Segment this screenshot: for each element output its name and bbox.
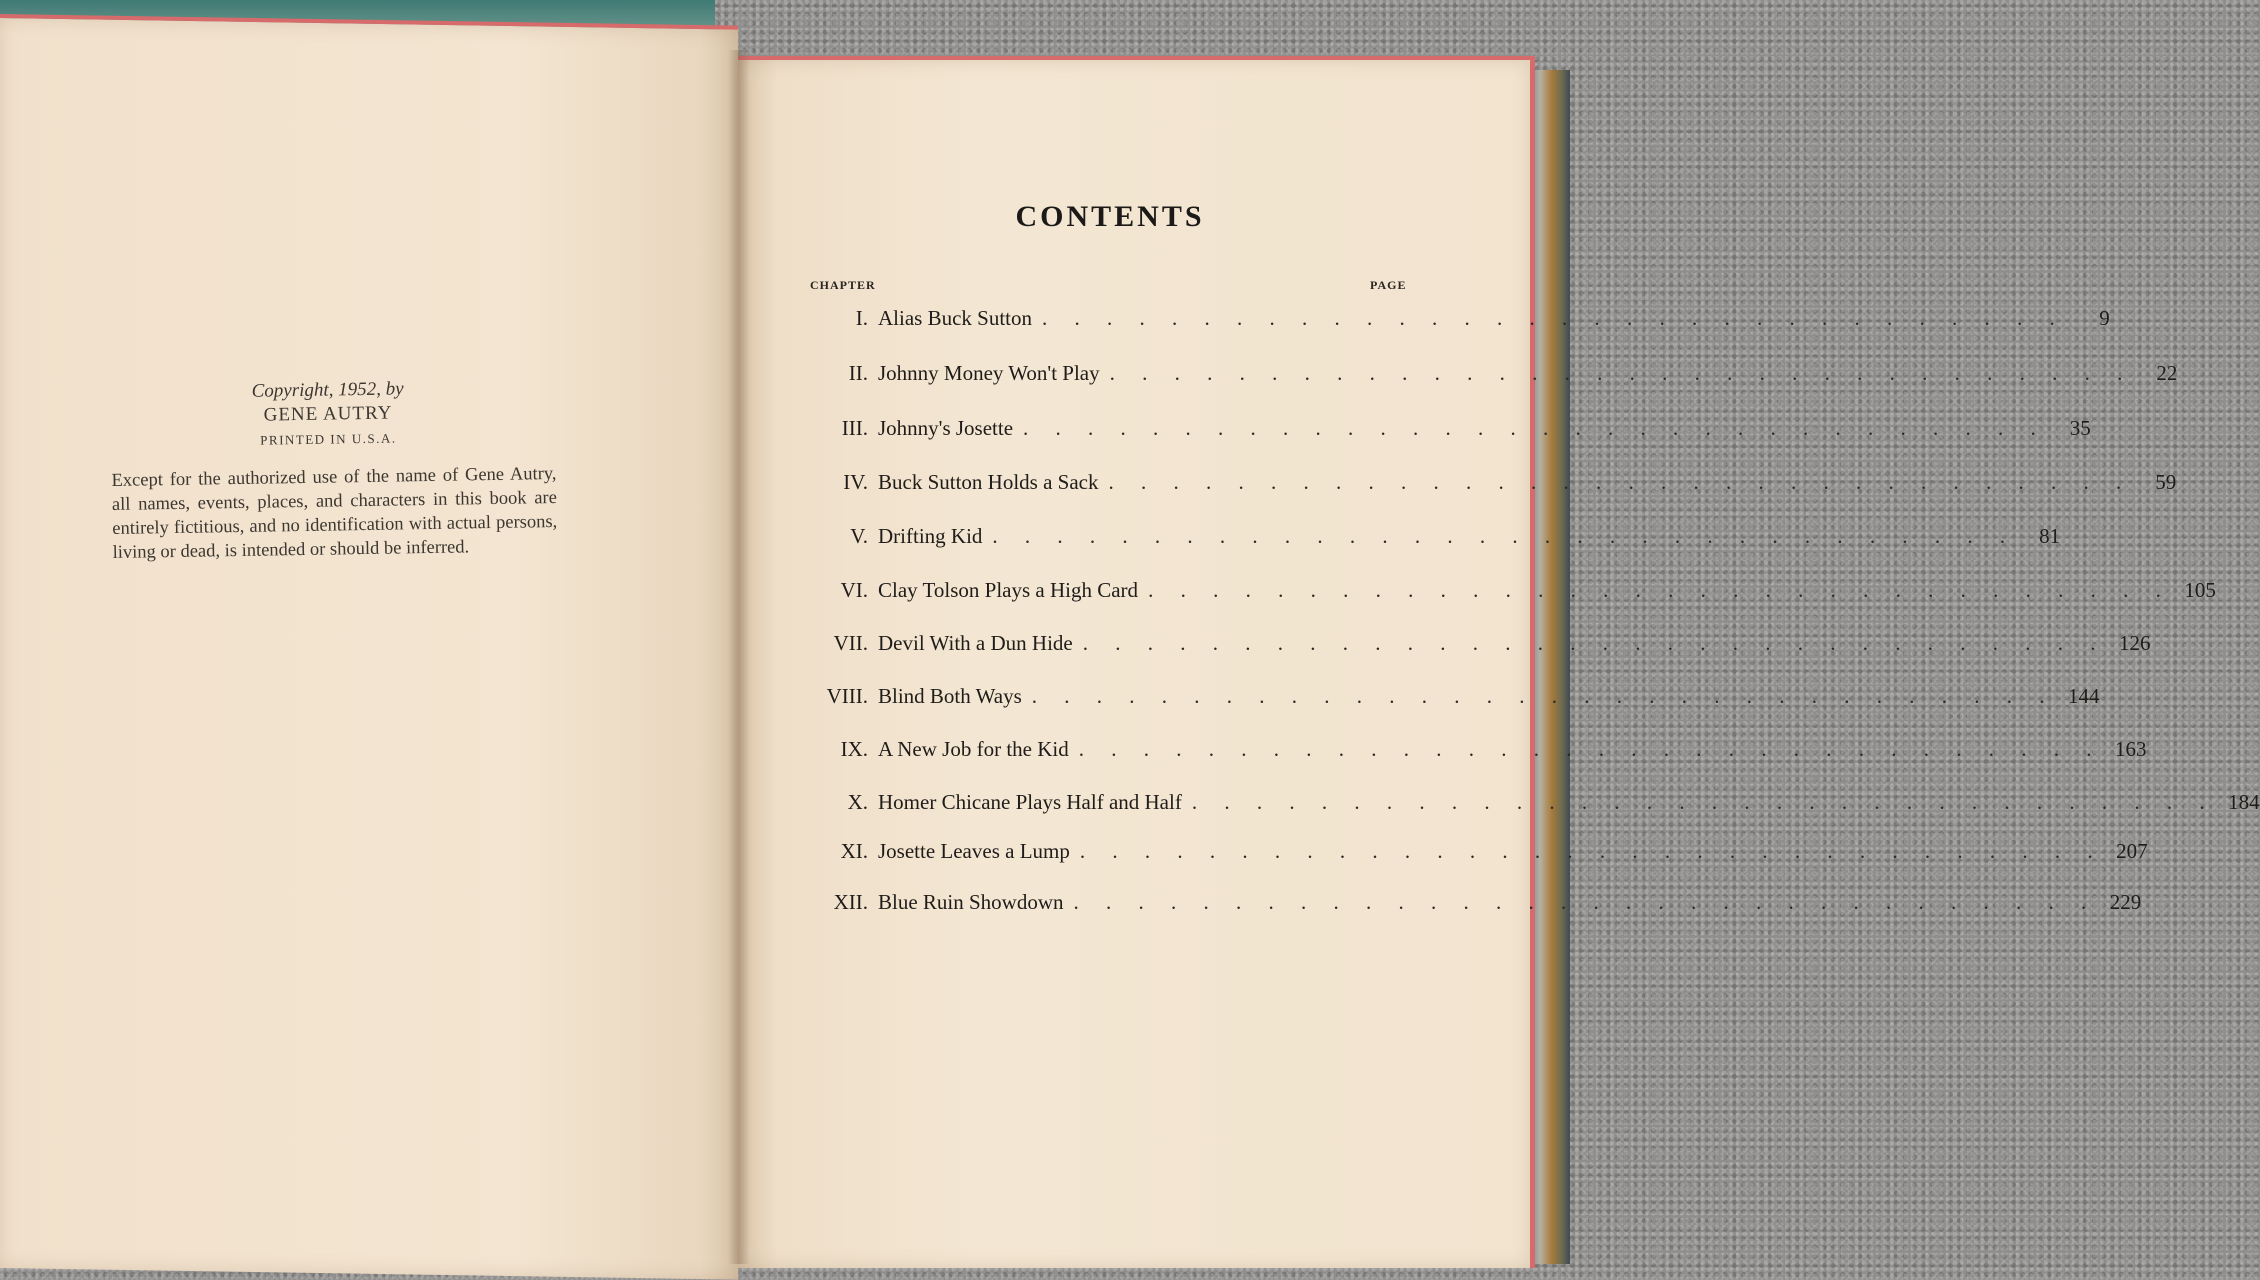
chapter-page: 81 [2039,524,2061,548]
toc-row [800,578,2216,606]
leader-dots: . . . . . . . . . . . . . . . . . . . . . . . . . . . . . . . . [1042,306,2066,330]
chapter-number: X. [847,790,868,814]
chapter-page: 144 [2068,684,2100,708]
chapter-title: Josette Leaves a Lump [878,839,1070,863]
copyright-line: Copyright, 1952, by [251,378,404,402]
toc-row [800,361,2178,389]
chapter-title: Johnny's Josette [878,416,1014,440]
leader-dots: . . . . . . . . . . . . . . . . . . . . . . . . . . . . . . . . [1109,361,2134,385]
chapter-title: Buck Sutton Holds a Sack [878,470,1099,494]
chapter-title: Johnny Money Won't Play [878,361,1100,385]
chapter-number: XI. [840,839,868,863]
toc-row [800,416,2091,444]
chapter-title: Blue Ruin Showdown [878,890,1064,914]
chapter-page: 184 [2228,790,2260,814]
chapter-title: Homer Chicane Plays Half and Half [878,790,1182,814]
toc-row [800,684,2100,712]
leader-dots: . . . . . . . . . . . . . . . . . . . . . . . . . . . . . . . . [1078,737,2103,761]
chapter-title: Devil With a Dun Hide [878,631,1073,655]
chapter-title: Alias Buck Sutton [878,306,1033,330]
right-page [738,56,1535,1268]
leader-dots: . . . . . . . . . . . . . . . . . . . . . . . . . . . . . . . . [992,524,2017,548]
leader-dots: . . . . . . . . . . . . . . . . . . . . . . . . . . . . . . . . [1191,790,2216,814]
toc-row [800,631,2151,659]
toc-row [800,890,2142,918]
chapter-number: I. [855,306,868,330]
chapter-page: 207 [2116,839,2148,863]
disclaimer-text: Except for the authorized use of the name of Gene Autry, all names, events, places, and characters in this book are entirely fictitious, and no identification with actual persons, living or dead, is intended or should be inferred. [111,463,558,563]
printed-in: PRINTED IN U.S.A. [260,430,397,448]
copyright-block [110,376,558,565]
page-column-header: PAGE [1370,278,1407,292]
book-cover-edge-right [1530,70,1570,1264]
chapter-number: V. [850,524,868,548]
toc-row [800,306,2110,334]
chapter-page: 105 [2184,578,2216,602]
toc-row [800,839,2148,867]
toc-row [800,470,2177,498]
chapter-title: Blind Both Ways [878,684,1022,708]
contents-title: CONTENTS [1015,200,1205,233]
leader-dots: . . . . . . . . . . . . . . . . . . . . . . . . . . . . . . . . [1108,470,2133,494]
toc-row [800,790,2260,818]
chapter-page: 22 [2156,361,2178,385]
chapter-title: Clay Tolson Plays a High Card [878,578,1139,602]
chapter-number: XII. [833,890,868,914]
chapter-page: 126 [2118,631,2151,655]
chapter-page: 9 [2099,306,2110,330]
chapter-page: 59 [2155,470,2177,494]
toc-row [800,524,2061,552]
chapter-number: IX. [840,737,868,761]
left-page [0,14,738,1280]
chapter-title: A New Job for the Kid [878,737,1069,761]
leader-dots: . . . . . . . . . . . . . . . . . . . . . . . . . . . . . . . . [1079,839,2104,863]
leader-dots: . . . . . . . . . . . . . . . . . . . . . . . . . . . . . . . . [1031,684,2056,708]
chapter-number: VI. [840,578,868,602]
chapter-number: VII. [833,631,868,655]
chapter-page: 229 [2109,890,2142,914]
chapter-column-header: CHAPTER [810,278,876,292]
copyright-author: GENE AUTRY [263,402,393,426]
chapter-number: II. [848,361,868,385]
leader-dots: . . . . . . . . . . . . . . . . . . . . . . . . . . . . . . . . [1148,578,2172,602]
chapter-number: VIII. [826,684,868,708]
leader-dots: . . . . . . . . . . . . . . . . . . . . . . . . . . . . . . . . [1082,631,2107,655]
chapter-number: IV. [843,470,868,494]
leader-dots: . . . . . . . . . . . . . . . . . . . . . . . . . . . . . . . . [1023,416,2047,440]
chapter-title: Drifting Kid [878,524,983,548]
chapter-page: 163 [2114,737,2147,761]
chapter-number: III. [841,416,868,440]
leader-dots: . . . . . . . . . . . . . . . . . . . . . . . . . . . . . . . . [1073,890,2098,914]
chapter-page: 35 [2069,416,2091,440]
toc-row [800,737,2147,765]
